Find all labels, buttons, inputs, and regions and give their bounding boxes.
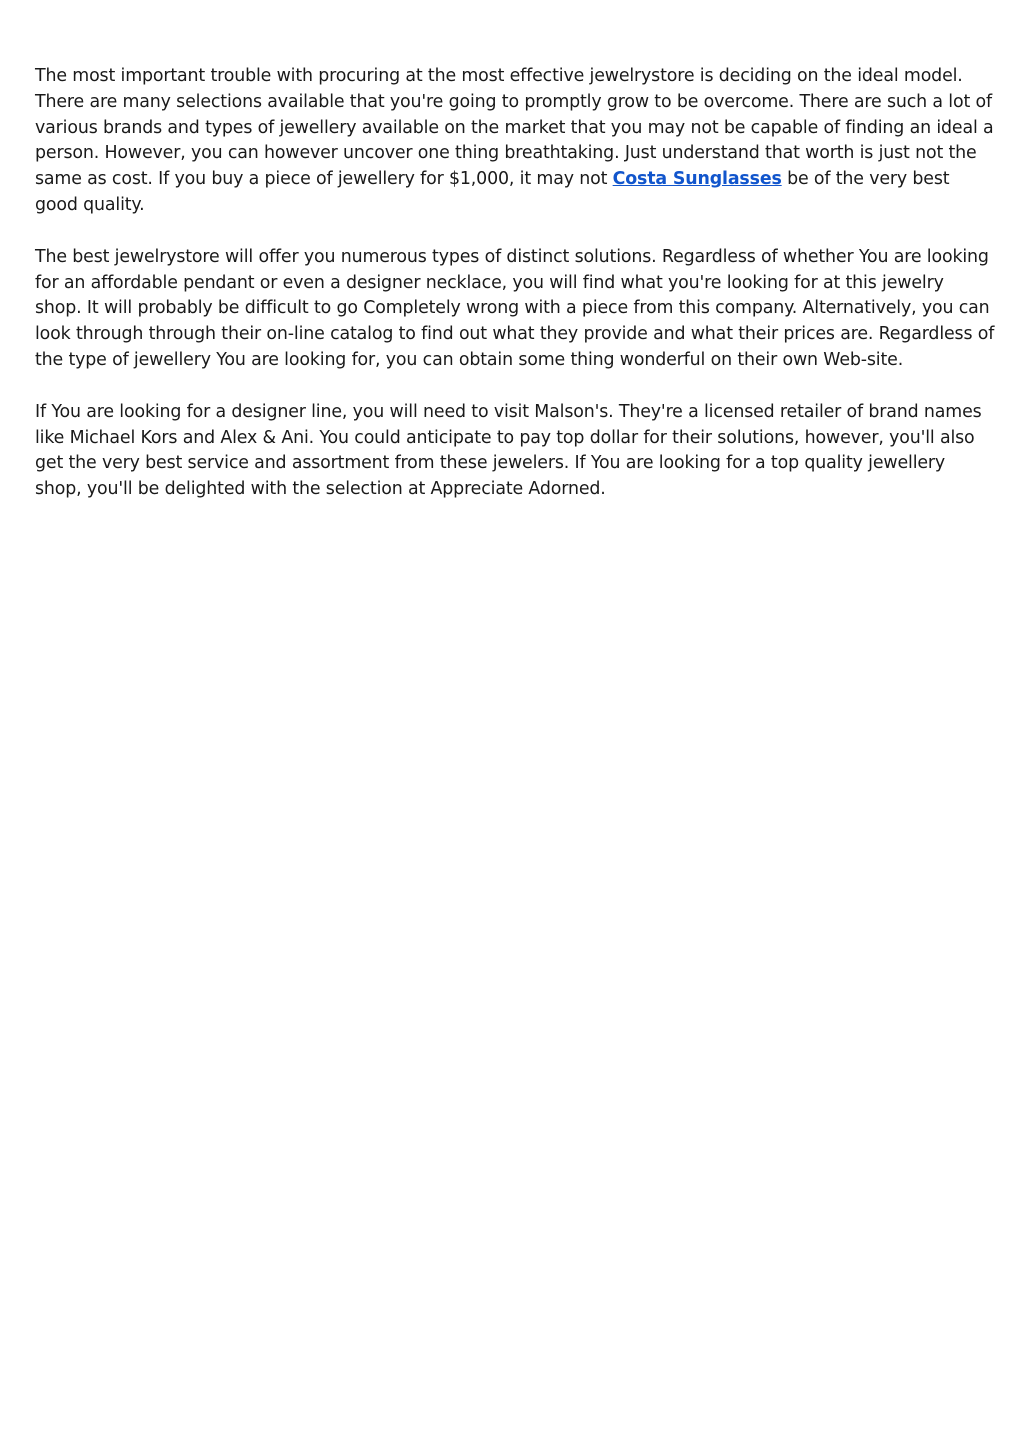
costa-sunglasses-link[interactable]: Costa Sunglasses [612, 169, 782, 190]
paragraph-1-text-before-link: The most important trouble with procuring at the most effective jewelrystore is deciding on the ideal model. There are many selections available that you're going to promptly grow to be overcome. There are such a lot of various brands and types of jewellery available on the market that you may not be capable of finding an ideal a person. However, you can however uncover one thing breathtaking. Just understand that worth is just not the same as cost. If you buy a piece of jewellery for $1,000, it may not [35, 66, 994, 190]
document-page [35, 64, 995, 529]
paragraph-1 [35, 64, 995, 219]
paragraph-1-text-after-link: be of the very best good quality. [35, 169, 950, 215]
paragraph-2: The best jewelrystore will offer you numerous types of distinct solutions. Regardless of whether You are looking for an affordable pendant or even a designer necklace, you will find what you're looking for at this jewelry shop. It will probably be difficult to go Completely wrong with a piece from this company. Alternatively, you can look through through their on-line catalog to find out what they provide and what their prices are. Regardless of the type of jewellery You are looking for, you can obtain some thing wonderful on their own Web-site. [35, 246, 995, 370]
paragraph-3: If You are looking for a designer line, you will need to visit Malson's. They're a licensed retailer of brand names like Michael Kors and Alex & Ani. You could anticipate to pay top dollar for their solutions, however, you'll also get the very best service and assortment from these jewelers. If You are looking for a top quality jewellery shop, you'll be delighted with the selection at Appreciate Adorned. [35, 401, 982, 500]
